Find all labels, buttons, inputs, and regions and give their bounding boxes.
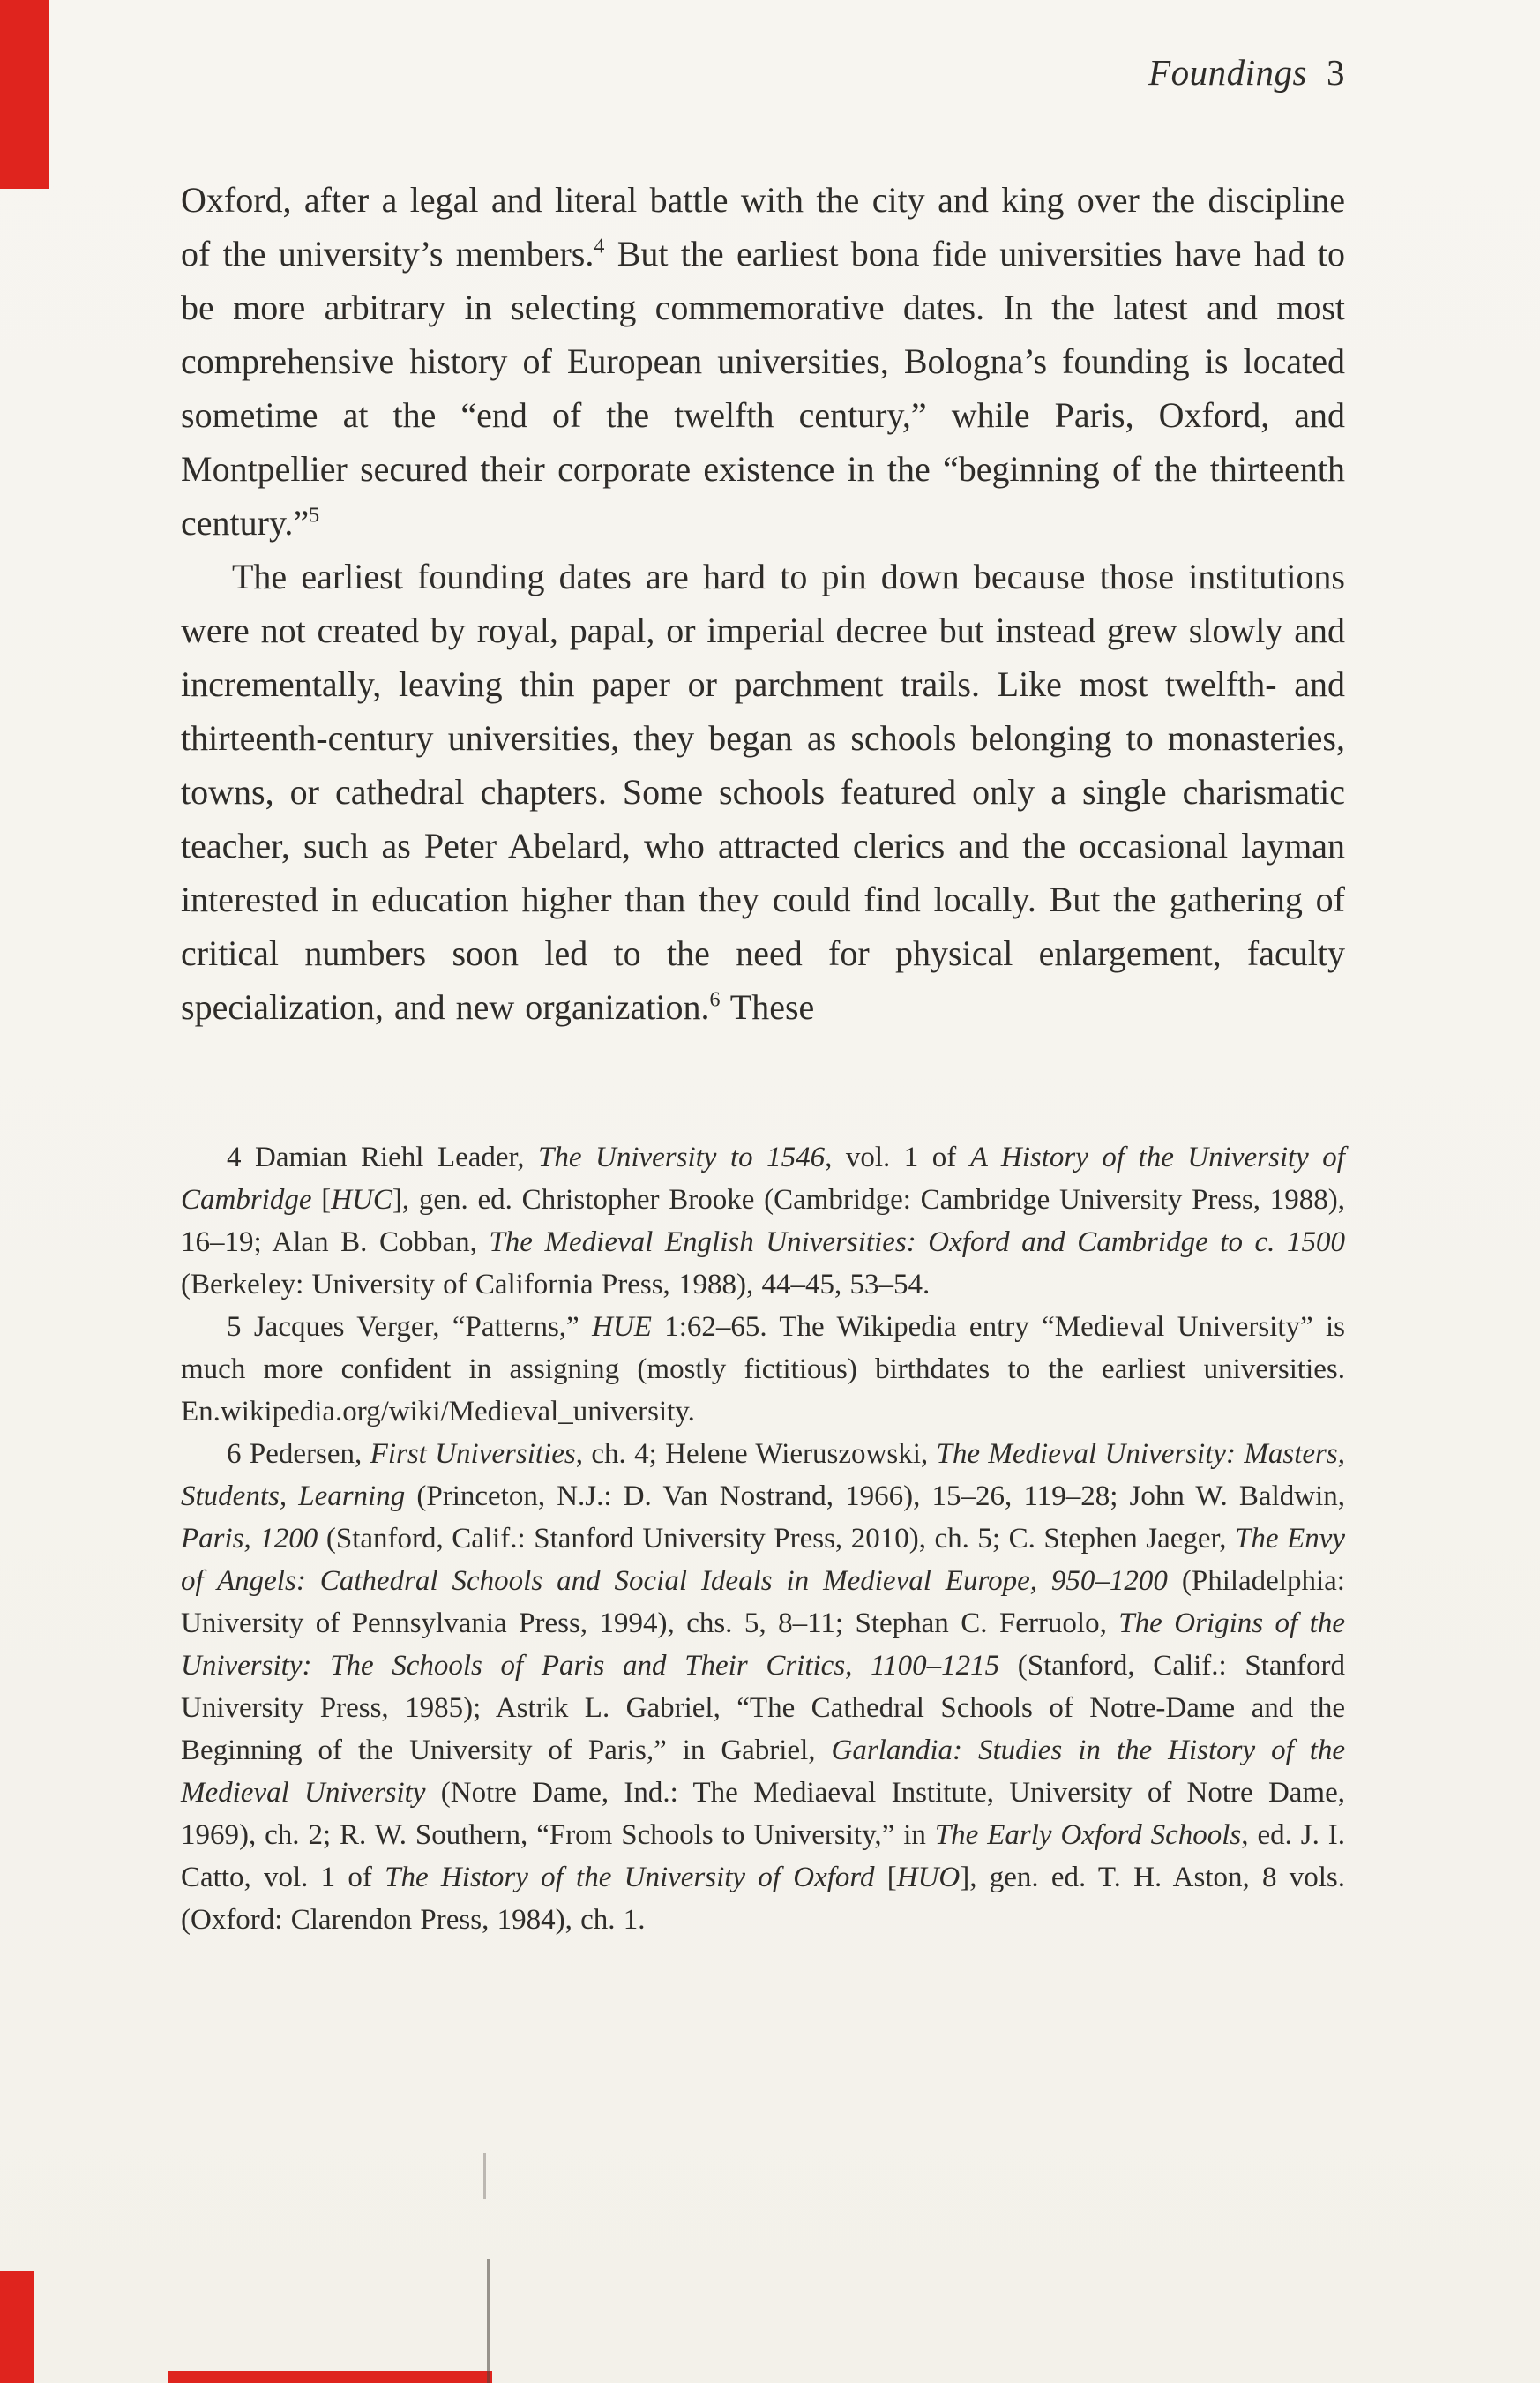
running-head-title: Foundings	[1148, 52, 1307, 93]
footnote: 5 Jacques Verger, “Patterns,” HUE 1:62–65. The Wikipedia entry “Medieval University” is much more confident in assigning (mostly fictitious) birthdates to the earliest universities. En.wikipedia.org/wiki/Medieval_university.	[181, 1311, 1346, 1428]
footnotes	[181, 1136, 1345, 1941]
body-text	[181, 173, 1345, 1034]
body-paragraph: Oxford, after a legal and literal battle with the city and king over the discipline of the university’s members.$^4$ But the earliest bona fide universities have had to be more arbitrary in selecting commemorative dates. In the latest and most comprehensive history of European universities, Bologna’s founding is located sometime at the “end of the twelfth century,” while Paris, Oxford, and Montpellier secured their corporate existence in the “beginning of the thirteenth century.”$^5$	[181, 180, 1345, 543]
text-column	[181, 173, 1345, 1941]
scan-crease-mark	[483, 2153, 486, 2199]
body-paragraph: The earliest founding dates are hard to pin down because those institutions were not created by royal, papal, or imperial decree but instead grew slowly and incrementally, leaving thin paper or parchment trails. Like most twelfth- and thirteenth-century universities, they began as schools belonging to monasteries, towns, or cathedral chapters. Some schools featured only a single charismatic teacher, such as Peter Abelard, who attracted clerics and the occasional layman interested in education higher than they could find locally. But the gathering of critical numbers soon led to the need for physical enlargement, faculty specialization, and new organization.$^6$ These	[181, 557, 1345, 1027]
red-cover-artifact-top-left	[0, 0, 49, 189]
red-cover-artifact-bottom-strip	[168, 2371, 492, 2383]
scan-crease-line	[487, 2259, 490, 2383]
page-number: 3	[1327, 52, 1345, 93]
footnote: 6 Pedersen, First Universities, ch. 4; Helene Wieruszowski, The Medieval University: Masters, Students, Learning (Princeton, N.J.: D. Van Nostrand, 1966), 15–26, 119–28; John W. Baldwin, Paris, 1200 (Stanford, Calif.: Stanford University Press, 2010), ch. 5; C. Stephen Jaeger, The Envy of Angels: Cathedral Schools and Social Ideals in Medieval Europe, 950–1200 (Philadelphia: University of Pennsylvania Press, 1994), chs. 5, 8–11; Stephan C. Ferruolo, The Origins of the University: The Schools of Paris and Their Critics, 1100–1215 (Stanford, Calif.: Stanford University Press, 1985); Astrik L. Gabriel, “The Cathedral Schools of Notre-Dame and the Beginning of the University of Paris,” in Gabriel, Garlandia: Studies in the History of the Medieval University (Notre Dame, Ind.: The Mediaeval Institute, University of Notre Dame, 1969), ch. 2; R. W. Southern, “From Schools to University,” in The Early Oxford Schools, ed. J. I. Catto, vol. 1 of The History of the University of Oxford [HUO], gen. ed. T. H. Aston, 8 vols. (Oxford: Clarendon Press, 1984), ch. 1.	[181, 1438, 1346, 1936]
footnote: 4 Damian Riehl Leader, The University to 1546, vol. 1 of A History of the University of Cambridge [HUC], gen. ed. Christopher Brooke (Cambridge: Cambridge University Press, 1988), 16–19; Alan B. Cobban, The Medieval English Universities: Oxford and Cambridge to c. 1500 (Berkeley: University of California Press, 1988), 44–45, 53–54.	[181, 1142, 1345, 1300]
running-head	[181, 51, 1345, 94]
red-cover-artifact-bottom-left	[0, 2271, 34, 2383]
